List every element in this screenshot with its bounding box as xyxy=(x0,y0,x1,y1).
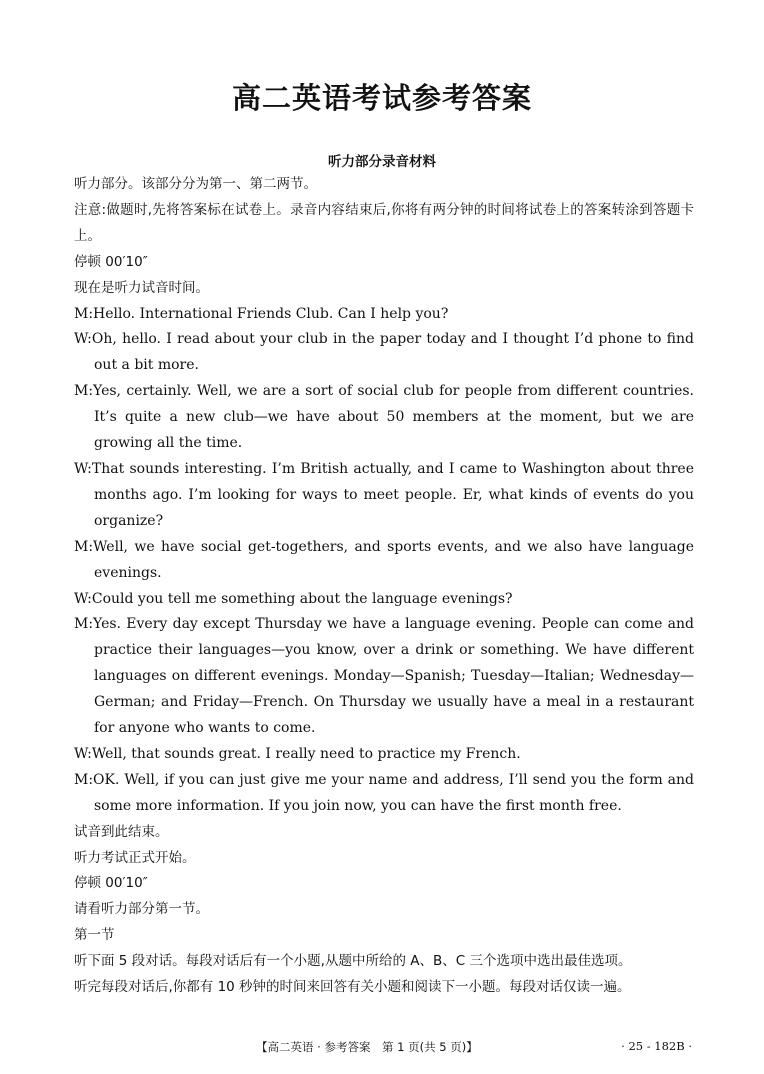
pause-line: 停顿 00′10″ xyxy=(74,875,148,892)
page-title: 高二英语考试参考答案 xyxy=(231,81,532,115)
dialogue-line: M:Yes, certainly. Well, we are a sort of social club for people from different countries. It’s quite a new club—we have about 50 members at the moment, but we are growing all the time. xyxy=(74,383,694,452)
outro-line: 请看听力部分第一节。 xyxy=(74,901,209,918)
outro-line: 试音到此结束。 xyxy=(74,823,169,840)
dialogue-line: M:Hello. International Friends Club. Can I help you? xyxy=(74,305,449,322)
page-footer xyxy=(0,1039,764,1059)
section-heading: 第一节 xyxy=(74,927,115,944)
intro-line: 听力部分。该部分分为第一、第二两节。 xyxy=(74,176,317,192)
dialogue-line: M:Yes. Every day except Thursday we have a language evening. People can come and practice their languages—you know, over a drink or something. We have different languages on different evenings. Monday—Spanish; Tuesday—Italian; Wednesday—German; and Friday—French. On Thursday we usually have a meal in a restaurant for anyone who wants to come. xyxy=(74,616,694,737)
dialogue-line: W:Well, that sounds great. I really need to practice my French. xyxy=(74,745,521,762)
footer-page-info: 【高二英语 · 参考答案 第 1 页(共 5 页)】 xyxy=(256,1040,478,1054)
intro-line: 现在是听力试音时间。 xyxy=(74,279,209,296)
pause-line: 停顿 00′10″ xyxy=(74,253,148,270)
dialogue-line: W:That sounds interesting. I’m British actually, and I came to Washington about three months ago. I’m looking for ways to meet people. Er, what kinds of events do you organize? xyxy=(74,460,694,529)
footer-code: · 25 - 182B · xyxy=(621,1039,692,1053)
dialogue-line: M:Well, we have social get-togethers, and sports events, and we also have language evenings. xyxy=(74,538,694,581)
instruction-line: 听完每段对话后,你都有 10 秒钟的时间来回答有关小题和阅读下一小题。每段对话仅读一遍。 xyxy=(74,979,631,996)
outro-line: 听力考试正式开始。 xyxy=(74,849,196,866)
section-subtitle: 听力部分录音材料 xyxy=(328,154,436,170)
transcript-body xyxy=(74,172,694,1001)
dialogue-line: W:Could you tell me something about the language evenings? xyxy=(74,590,513,607)
dialogue-line: M:OK. Well, if you can just give me your name and address, I’ll send you the form and some more information. If you join now, you can have the first month free. xyxy=(74,771,694,814)
intro-line: 注意:做题时,先将答案标在试卷上。录音内容结束后,你将有两分钟的时间将试卷上的答案转涂到答题卡上。 xyxy=(74,201,694,244)
instruction-line: 听下面 5 段对话。每段对话后有一个小题,从题中所给的 A、B、C 三个选项中选出最佳选项。 xyxy=(74,953,632,970)
dialogue-line: W:Oh, hello. I read about your club in the paper today and I thought I’d phone to find out a bit more. xyxy=(74,331,694,374)
